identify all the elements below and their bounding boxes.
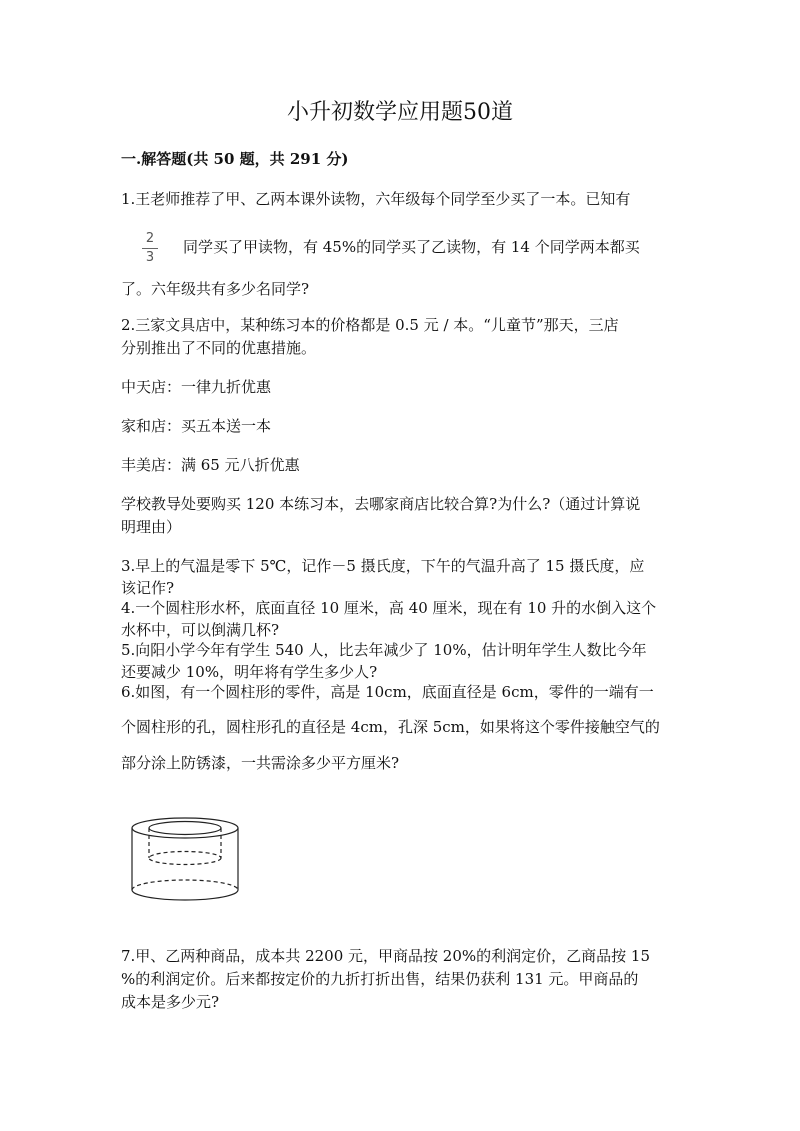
- section-heading: 一.解答题(共 50 题，共 291 分): [121, 150, 349, 168]
- fraction-two-thirds: [140, 231, 160, 266]
- q4-line-2: 水杯中，可以倒满几杯?: [121, 621, 280, 639]
- q7-line-2: %的利润定价。后来都按定价的九折打折出售，结果仍获利 131 元。甲商品的: [121, 970, 639, 988]
- q2-ask-1: 学校教导处要购买 120 本练习本，去哪家商店比较合算?为什么?（通过计算说: [121, 495, 641, 513]
- q7-line-1: 7.甲、乙两种商品，成本共 2200 元，甲商品按 20%的利润定价，乙商品按 15: [121, 947, 650, 965]
- fraction-numerator: 2: [145, 231, 155, 246]
- q3-line-1: 3.早上的气温是零下 5℃，记作－5 摄氏度，下午的气温升高了 15 摄氏度，应: [121, 557, 645, 575]
- q1-line-3: 了。六年级共有多少名同学?: [121, 280, 310, 298]
- q5-line-2: 还要减少 10%，明年将有学生多少人?: [121, 663, 378, 681]
- q2-line-2: 分别推出了不同的优惠措施。: [121, 339, 317, 357]
- outer-bottom-front: [132, 890, 238, 900]
- q2-ask-2: 明理由）: [121, 518, 182, 536]
- q4-line-1: 4.一个圆柱形水杯，底面直径 10 厘米，高 40 厘米，现在有 10 升的水倒入这个: [121, 599, 657, 617]
- outer-bottom-back: [132, 880, 238, 890]
- q5-line-1: 5.向阳小学今年有学生 540 人，比去年减少了 10%，估计明年学生人数比今年: [121, 641, 647, 659]
- fraction-denominator: 3: [145, 250, 155, 265]
- cylinder-part-figure: [128, 812, 248, 907]
- fraction-bar: [142, 248, 158, 249]
- q2-line-1: 2.三家文具店中，某种练习本的价格都是 0.5 元 / 本。“儿童节”那天，三店: [121, 316, 619, 334]
- q1-line-1: 1.王老师推荐了甲、乙两本课外读物，六年级每个同学至少买了一本。已知有: [121, 190, 631, 208]
- q6-line-3: 部分涂上防锈漆，一共需涂多少平方厘米?: [121, 754, 400, 772]
- q6-line-2: 个圆柱形的孔，圆柱形孔的直径是 4cm，孔深 5cm，如果将这个零件接触空气的: [121, 718, 660, 736]
- q3-line-2: 该记作?: [121, 579, 175, 597]
- q7-line-3: 成本是多少元?: [121, 993, 220, 1011]
- q1-line-2: 同学买了甲读物，有 45%的同学买了乙读物，有 14 个同学两本都买: [183, 238, 640, 256]
- hole-bottom-ellipse: [149, 852, 221, 865]
- q2-store-1: 中天店：一律九折优惠: [121, 378, 272, 396]
- page-title: 小升初数学应用题50道: [287, 100, 513, 125]
- q2-store-3: 丰美店：满 65 元八折优惠: [121, 456, 300, 474]
- hole-top-ellipse: [149, 822, 221, 835]
- q2-store-2: 家和店：买五本送一本: [121, 417, 272, 435]
- q6-line-1: 6.如图，有一个圆柱形的零件，高是 10cm，底面直径是 6cm，零件的一端有一: [121, 683, 654, 701]
